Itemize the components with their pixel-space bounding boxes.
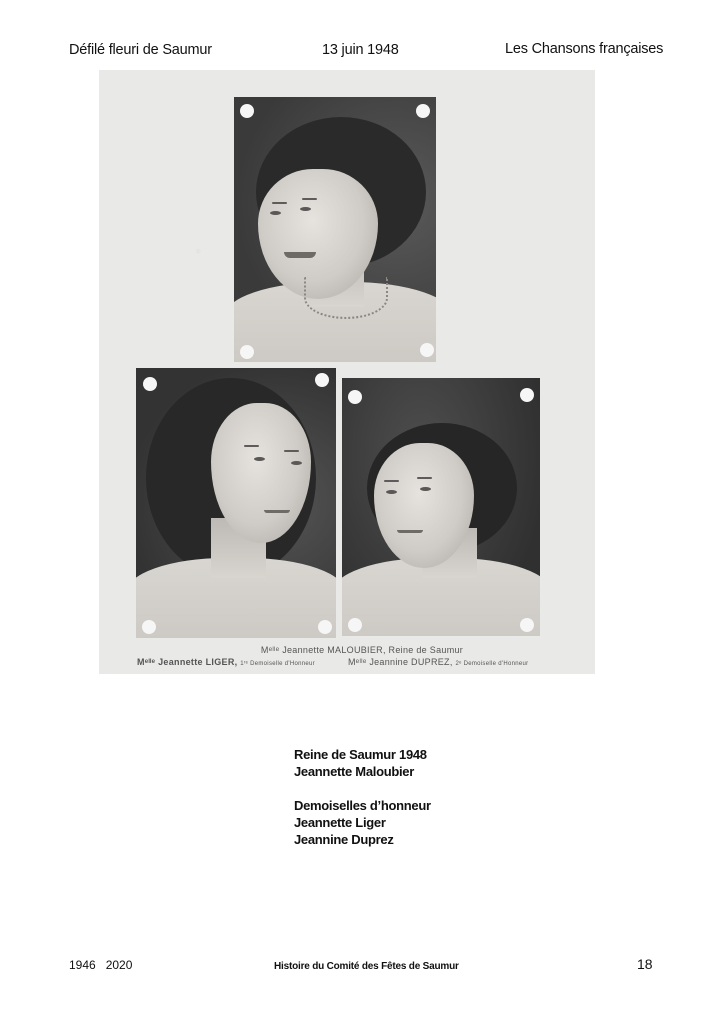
queen-name: Jeannette Maloubier (294, 764, 414, 779)
eye-shape (270, 211, 281, 215)
maid-name-1: Jeannette Liger (294, 815, 386, 830)
mouth-shape (397, 530, 423, 533)
photo-caption-second-maid (348, 657, 528, 667)
pin-hole-icon (348, 390, 362, 404)
header-left-title: Défilé fleuri de Saumur (69, 42, 212, 58)
pin-hole-icon (520, 618, 534, 632)
eye-shape (386, 490, 397, 494)
necklace-shape (304, 277, 388, 319)
brow-shape (417, 477, 432, 479)
portrait-photo-duprez (342, 378, 540, 636)
footer-years-text: 1946 2020 (69, 958, 133, 972)
brow-shape (384, 480, 399, 482)
pin-hole-icon (143, 377, 157, 391)
pin-hole-icon (240, 345, 254, 359)
header-date: 13 juin 1948 (322, 42, 399, 58)
header-right-title: Les Chansons françaises (505, 41, 664, 57)
caption-name: Mᵉˡˡᵉ Jeannine DUPREZ, (348, 657, 456, 667)
photo-caption-queen: Mᵉˡˡᵉ Jeannette MALOUBIER, Reine de Saumur (260, 645, 464, 655)
pin-hole-icon (142, 620, 156, 634)
caption-name: Mᵉˡˡᵉ Jeannette LIGER, (137, 657, 241, 667)
brow-shape (244, 445, 259, 447)
pin-hole-icon (318, 620, 332, 634)
portrait-photo-liger (136, 368, 336, 638)
brow-shape (284, 450, 299, 452)
portrait-photo-maloubier (234, 97, 436, 362)
footer-years (69, 958, 132, 972)
pin-hole-icon (520, 388, 534, 402)
pin-hole-icon (348, 618, 362, 632)
eye-shape (254, 457, 265, 461)
pin-hole-icon (315, 373, 329, 387)
caption-title: 1ʳᵉ Demoiselle d'Honneur (240, 661, 315, 667)
page-number: 18 (637, 956, 653, 972)
brow-shape (302, 198, 317, 200)
mouth-shape (284, 252, 316, 258)
pin-hole-icon (420, 343, 434, 357)
queen-heading: Reine de Saumur 1948 (294, 747, 427, 762)
maid-name-2: Jeannine Duprez (294, 832, 394, 847)
pin-hole-icon (416, 104, 430, 118)
eye-shape (420, 487, 431, 491)
photo-caption-first-maid (137, 657, 315, 667)
pin-hole-icon (240, 104, 254, 118)
caption-title: 2ᵉ Demoiselle d'Honneur (455, 661, 529, 667)
eye-shape (300, 207, 311, 211)
maids-heading: Demoiselles d’honneur (294, 798, 431, 813)
brow-shape (272, 202, 287, 204)
footer-title: Histoire du Comité des Fêtes de Saumur (274, 961, 459, 972)
eye-shape (291, 461, 302, 465)
mouth-shape (264, 510, 290, 513)
